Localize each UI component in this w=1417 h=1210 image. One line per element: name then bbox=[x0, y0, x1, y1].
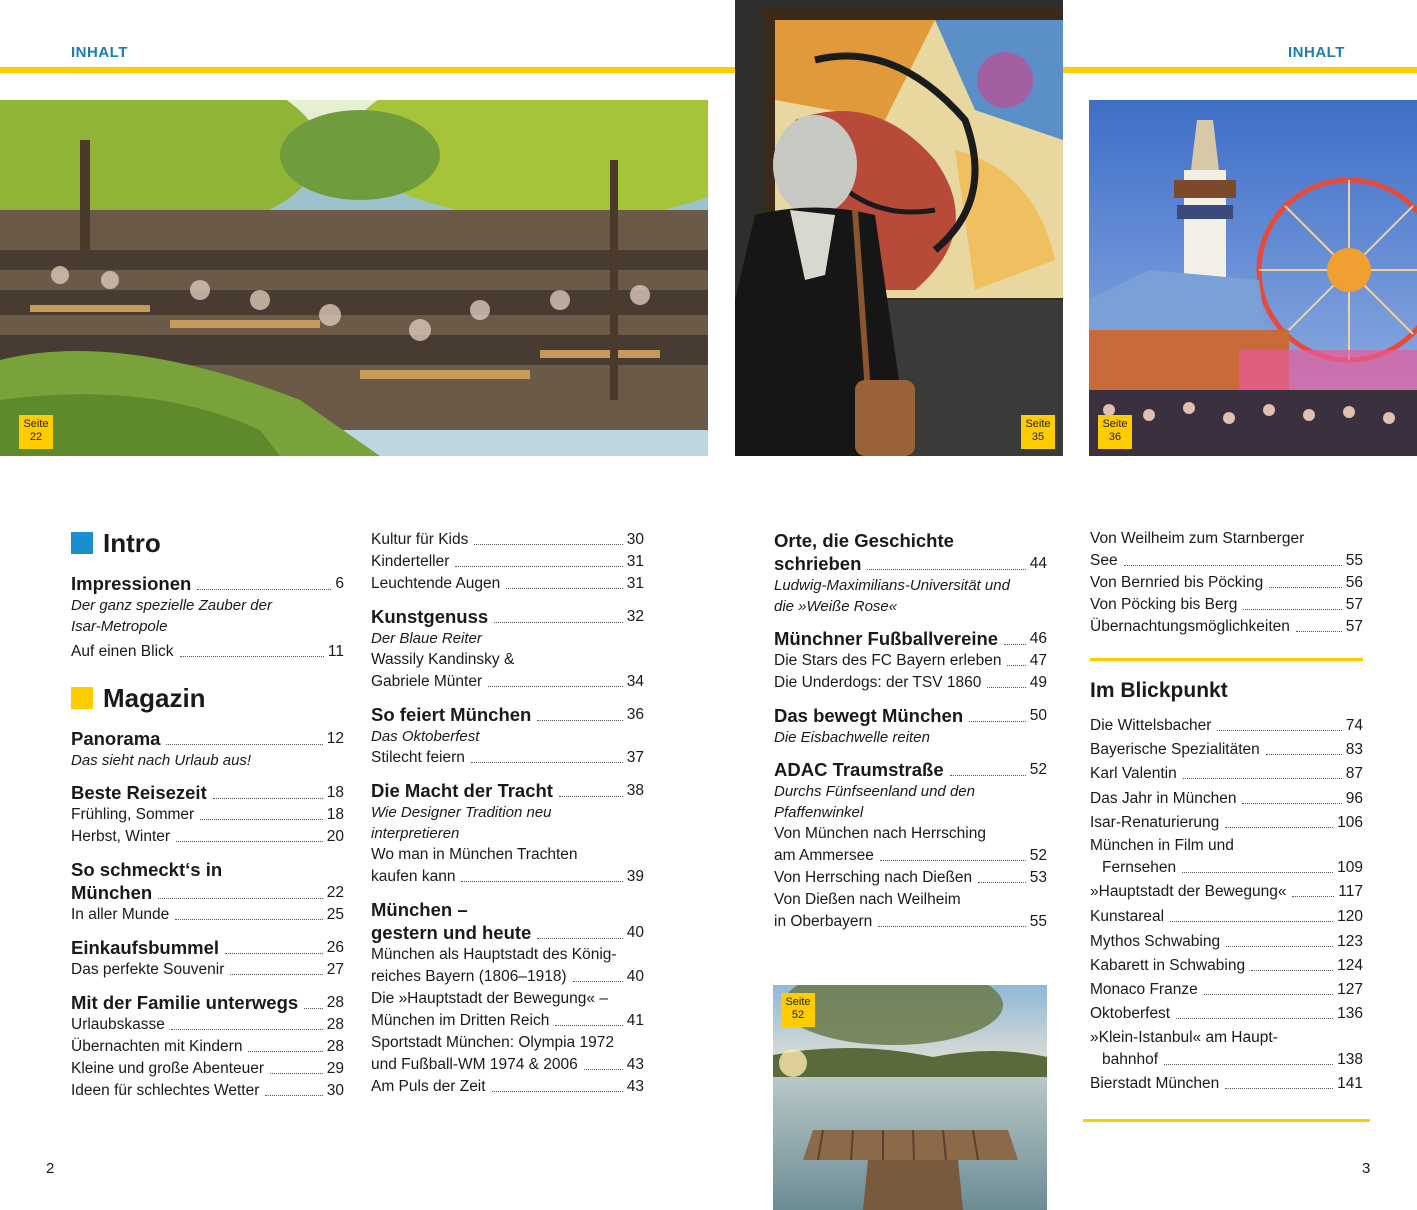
toc-subtitle: Wie Designer Tradition neu bbox=[371, 804, 552, 821]
intro-square-icon bbox=[71, 532, 93, 554]
toc-entry[interactable]: Kinderteller 31 bbox=[371, 553, 644, 570]
section-magazin bbox=[71, 681, 344, 715]
toc-subtitle: Die Eisbachwelle reiten bbox=[774, 729, 930, 746]
toc-subtitle: Das Oktoberfest bbox=[371, 728, 480, 745]
oktoberfest-photo bbox=[1089, 100, 1417, 456]
toc-entry[interactable]: in Oberbayern 55 bbox=[774, 913, 1047, 930]
toc-entry[interactable]: Bayerische Spezialitäten 83 bbox=[1090, 741, 1363, 758]
toc-entry[interactable]: Von Herrsching nach Dießen 53 bbox=[774, 869, 1047, 886]
toc-line: Wassily Kandinsky & bbox=[371, 651, 515, 668]
toc-entry[interactable]: Kultur für Kids 30 bbox=[371, 531, 644, 548]
toc-entry[interactable]: Am Puls der Zeit 43 bbox=[371, 1078, 644, 1095]
toc-subtitle: interpretieren bbox=[371, 825, 460, 842]
toc-entry[interactable]: Urlaubskasse 28 bbox=[71, 1016, 344, 1033]
toc-entry[interactable]: Kunstgenuss 32 bbox=[371, 606, 644, 627]
toc-line: Von München nach Herrsching bbox=[774, 825, 986, 842]
toc-entry[interactable]: Übernachten mit Kindern 28 bbox=[71, 1038, 344, 1055]
toc-entry[interactable]: Fernsehen 109 bbox=[1102, 859, 1363, 876]
toc-subtitle: Pfaffenwinkel bbox=[774, 804, 864, 821]
toc-entry[interactable]: Von Pöcking bis Berg 57 bbox=[1090, 596, 1363, 613]
page-number-left: 2 bbox=[46, 1160, 55, 1177]
toc-entry[interactable]: Übernachtungsmöglichkeiten 57 bbox=[1090, 618, 1363, 635]
toc-subtitle: die »Weiße Rose« bbox=[774, 598, 898, 615]
toc-entry[interactable]: München 22 bbox=[71, 882, 344, 903]
toc-entry[interactable]: Kabarett in Schwabing 124 bbox=[1090, 957, 1363, 974]
toc-entry[interactable]: Herbst, Winter 20 bbox=[71, 828, 344, 845]
toc-subtitle: Durchs Fünfseenland und den bbox=[774, 783, 975, 800]
toc-subtitle: Das sieht nach Urlaub aus! bbox=[71, 752, 252, 769]
toc-entry[interactable]: Oktoberfest 136 bbox=[1090, 1005, 1363, 1022]
page-badge-36: Seite 36 bbox=[1098, 415, 1132, 449]
toc-column-1 bbox=[71, 526, 344, 1102]
page-number-right: 3 bbox=[1362, 1160, 1371, 1177]
toc-entry[interactable]: Panorama 12 bbox=[71, 728, 344, 749]
toc-entry[interactable]: kaufen kann 39 bbox=[371, 868, 644, 885]
toc-entry[interactable]: Das Jahr in München 96 bbox=[1090, 790, 1363, 807]
toc-column-3 bbox=[774, 529, 1047, 933]
toc-entry[interactable]: Kunstareal 120 bbox=[1090, 908, 1363, 925]
toc-entry[interactable]: Beste Reisezeit 18 bbox=[71, 782, 344, 803]
toc-entry[interactable]: Auf einen Blick 11 bbox=[71, 643, 344, 660]
toc-subtitle: Der ganz spezielle Zauber der bbox=[71, 597, 272, 614]
toc-entry[interactable]: Mit der Familie unterwegs 28 bbox=[71, 992, 344, 1013]
toc-entry[interactable]: am Ammersee 52 bbox=[774, 847, 1047, 864]
toc-entry[interactable]: Bierstadt München 141 bbox=[1090, 1075, 1363, 1092]
toc-heading-line: So schmeckt‘s in bbox=[71, 859, 223, 880]
toc-heading-line: München – bbox=[371, 899, 468, 920]
toc-entry[interactable]: Impressionen 6 bbox=[71, 573, 344, 594]
toc-entry[interactable]: bahnhof 138 bbox=[1102, 1051, 1363, 1068]
toc-entry[interactable]: Karl Valentin 87 bbox=[1090, 765, 1363, 782]
toc-entry[interactable]: Die Underdogs: der TSV 1860 49 bbox=[774, 674, 1047, 691]
toc-subtitle: Der Blaue Reiter bbox=[371, 630, 482, 647]
page-badge-22: Seite 22 bbox=[19, 415, 53, 449]
toc-entry[interactable]: Die Macht der Tracht 38 bbox=[371, 780, 644, 801]
toc-line: Wo man in München Trachten bbox=[371, 846, 578, 863]
toc-column-2 bbox=[371, 529, 644, 1098]
toc-entry[interactable]: schrieben 44 bbox=[774, 553, 1047, 574]
toc-entry[interactable]: Münchner Fußballvereine 46 bbox=[774, 628, 1047, 649]
toc-subtitle: Ludwig-Maximilians-Universität und bbox=[774, 577, 1010, 594]
toc-entry[interactable]: Ideen für schlechtes Wetter 30 bbox=[71, 1082, 344, 1099]
toc-heading-line: Orte, die Geschichte bbox=[774, 530, 954, 551]
toc-entry[interactable]: München im Dritten Reich 41 bbox=[371, 1012, 644, 1029]
toc-entry[interactable]: Frühling, Sommer 18 bbox=[71, 806, 344, 823]
toc-line: Sportstadt München: Olympia 1972 bbox=[371, 1034, 614, 1051]
lake-jetty-photo bbox=[773, 985, 1047, 1210]
section-divider bbox=[1090, 658, 1363, 661]
toc-entry[interactable]: Isar-Renaturierung 106 bbox=[1090, 814, 1363, 831]
toc-entry[interactable]: ADAC Traumstraße 52 bbox=[774, 759, 1047, 780]
header-rule-right bbox=[1063, 67, 1417, 73]
toc-entry[interactable]: See 55 bbox=[1090, 552, 1363, 569]
toc-line: München als Hauptstadt des König- bbox=[371, 946, 617, 963]
section-intro bbox=[71, 526, 344, 560]
toc-entry[interactable]: Stilecht feiern 37 bbox=[371, 749, 644, 766]
toc-entry[interactable]: Von Bernried bis Pöcking 56 bbox=[1090, 574, 1363, 591]
toc-entry[interactable]: Kleine und große Abenteuer 29 bbox=[71, 1060, 344, 1077]
bottom-divider bbox=[1083, 1119, 1370, 1122]
header-left: INHALT bbox=[71, 44, 128, 61]
toc-entry[interactable]: Einkaufsbummel 26 bbox=[71, 937, 344, 958]
toc-entry[interactable]: Leuchtende Augen 31 bbox=[371, 575, 644, 592]
toc-entry[interactable]: Die Wittelsbacher 74 bbox=[1090, 717, 1363, 734]
toc-entry[interactable]: So feiert München 36 bbox=[371, 704, 644, 725]
section-title: Intro bbox=[103, 527, 161, 558]
toc-entry[interactable]: Das bewegt München 50 bbox=[774, 705, 1047, 726]
beer-garden-photo bbox=[0, 100, 708, 456]
toc-column-4 bbox=[1090, 528, 1363, 1095]
section-title: Magazin bbox=[103, 682, 206, 713]
toc-entry[interactable]: Das perfekte Souvenir 27 bbox=[71, 961, 344, 978]
header-rule-left bbox=[0, 67, 735, 73]
toc-entry[interactable]: Die Stars des FC Bayern erleben 47 bbox=[774, 652, 1047, 669]
toc-entry[interactable]: »Hauptstadt der Bewegung« 117 bbox=[1090, 883, 1363, 900]
toc-entry[interactable]: Mythos Schwabing 123 bbox=[1090, 933, 1363, 950]
page-badge-52: Seite 52 bbox=[781, 993, 815, 1027]
toc-line: München in Film und bbox=[1090, 837, 1234, 854]
magazin-square-icon bbox=[71, 687, 93, 709]
toc-entry[interactable]: Gabriele Münter 34 bbox=[371, 673, 644, 690]
toc-line: Von Weilheim zum Starnberger bbox=[1090, 530, 1305, 547]
toc-entry[interactable]: gestern und heute 40 bbox=[371, 922, 644, 943]
toc-entry[interactable]: Monaco Franze 127 bbox=[1090, 981, 1363, 998]
toc-subtitle: Isar-Metropole bbox=[71, 618, 168, 635]
toc-line: Die »Hauptstadt der Bewegung« – bbox=[371, 990, 608, 1007]
header-right: INHALT bbox=[1288, 44, 1345, 61]
page-badge-35: Seite 35 bbox=[1021, 415, 1055, 449]
toc-entry[interactable]: reiches Bayern (1806–1918) 40 bbox=[371, 968, 644, 985]
toc-entry[interactable]: und Fußball-WM 1974 & 2006 43 bbox=[371, 1056, 644, 1073]
toc-line: »Klein-Istanbul« am Haupt- bbox=[1090, 1029, 1278, 1046]
toc-line: Von Dießen nach Weilheim bbox=[774, 891, 961, 908]
museum-painting-photo bbox=[735, 0, 1063, 456]
toc-entry[interactable]: In aller Munde 25 bbox=[71, 906, 344, 923]
section-title-blickpunkt: Im Blickpunkt bbox=[1090, 679, 1228, 702]
